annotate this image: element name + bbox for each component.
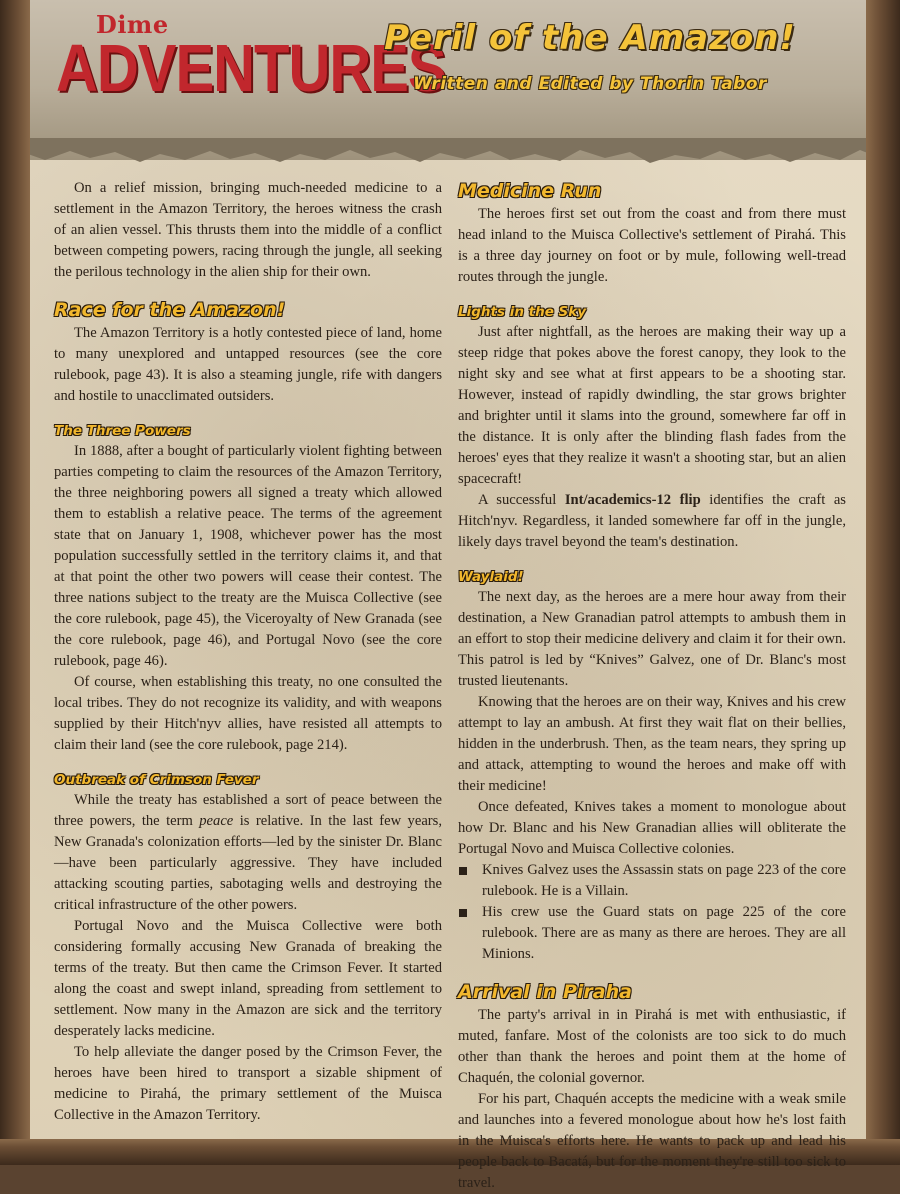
right-column xyxy=(458,178,846,1194)
list-item xyxy=(458,860,846,902)
lights-paragraph-2 xyxy=(458,490,846,553)
page-title: Peril of the Amazon! xyxy=(384,18,796,58)
logo-small: Dime xyxy=(96,10,169,39)
powers-paragraph-1: In 1888, after a bought of particularly violent fighting between parties competing to claim the resources of the Amazon Territory, the three neighboring powers all signed a treaty which allowed them to establish a relative peace. The terms of the agreement state that on January 1, 1908, whichever power has the most population successfully settled in the territory claims it, and that at that point the other two powers will cease their contest. The three nations subject to the treaty are the Muisca Collective (see the core rulebook, page 45), the Viceroyalty of New Granada (see the core rulebook, page 46), and Portugal Novo (see the core rulebook, page 46). xyxy=(54,443,442,669)
arrival-paragraph-2: For his part, Chaquén accepts the medicine with a weak smile and launches into a fevered monologue about how he's lost faith in the Muisca's efforts here. He wants to pack up and lead his people back to Bacatá, but for the moment they're still too sick to travel. xyxy=(458,1091,846,1191)
heading-waylaid: Waylaid! xyxy=(458,569,524,585)
list-item-text: His crew use the Guard stats on page 225 of the core rulebook. There are as many as there are heroes. They are all Minions. xyxy=(482,904,846,962)
torn-paper-edge xyxy=(0,138,900,172)
list-item xyxy=(458,902,846,965)
stats-list xyxy=(458,860,846,965)
lights-text-bold: Int/academics-12 flip xyxy=(564,492,701,508)
heading-arrival-in-piraha: Arrival in Piraha xyxy=(458,981,632,1003)
medicine-paragraph: The heroes first set out from the coast and from there must head inland to the Muisca Collective's settlement of Pirahá. This is a three day journey on foot or by mule, following well-tread routes through the jungle. xyxy=(458,206,846,285)
heading-crimson-fever: Outbreak of Crimson Fever xyxy=(54,772,259,788)
lights-text-c: identifies the craft as Hitch'nyv. Regardless, it landed somewhere far off in the jungle, likely days travel beyond the team's destination. xyxy=(458,492,846,550)
arrival-paragraph-1: The party's arrival in in Pirahá is met with enthusiastic, if muted, fanfare. Most of the colonists are too sick to do much other than thank the heroes and point them at the home of Chaquén, the colonial governor. xyxy=(458,1007,846,1086)
heading-medicine-run: Medicine Run xyxy=(458,180,602,202)
logo-adventures: ADVENTURES xyxy=(56,31,446,106)
intro-paragraph: On a relief mission, bringing much-needed medicine to a settlement in the Amazon Territory, the heroes witness the crash of an alien vessel. This thrusts them into the middle of a conflict between competing powers, racing through the jungle, all seeking the perilous technology in the alien ship for their own. xyxy=(54,180,442,280)
waylaid-paragraph-3: Once defeated, Knives takes a moment to monologue about how Dr. Blanc and his New Granadian allies will obliterate the Portugal Novo and Muisca Collective colonies. xyxy=(458,799,846,857)
wood-frame-left xyxy=(0,0,30,1165)
heading-race-for-the-amazon: Race for the Amazon! xyxy=(54,299,286,321)
left-column xyxy=(54,178,442,1126)
wood-frame-right xyxy=(866,0,900,1165)
fever-text-em: peace xyxy=(199,813,234,829)
fever-text-a: While the treaty has established a sort of peace between the three powers, the term xyxy=(54,792,442,829)
race-paragraph: The Amazon Territory is a hotly contested piece of land, home to many unexplored and untapped resources (see the core rulebook, page 43). It is also a steaming jungle, rife with dangers and hostile to unacclimated outsiders. xyxy=(54,325,442,404)
waylaid-paragraph-2: Knowing that the heroes are on their way, Knives and his crew attempt to lay an ambush. At first they wait flat on their bellies, hidden in the underbrush. Then, as the team nears, they spring up and attack, attempting to wound the heroes and make off with their medicine! xyxy=(458,694,846,794)
bullet-square-icon xyxy=(459,867,467,875)
fever-paragraph-3: To help alleviate the danger posed by the Crimson Fever, the heroes have been hired to transport a sizable shipment of medicine to Pirahá, the primary settlement of the Muisca Collective in the Amazon Territory. xyxy=(54,1044,442,1123)
fever-paragraph-2: Portugal Novo and the Muisca Collective were both considering formally accusing New Granada of breaking the terms of the treaty. But then came the Crimson Fever. It started along the coast and swept inland, spreading from settlement to settlement. Now many in the Amazon are sick and the territory desperately lacks medicine. xyxy=(54,918,442,1039)
waylaid-paragraph-1: The next day, as the heroes are a mere hour away from their destination, a New Granadian patrol attempts to ambush them in an effort to stop their medicine delivery and claim it for their own. This patrol is led by “Knives” Galvez, one of Dr. Blanc's most trusted lieutenants. xyxy=(458,589,846,689)
bullet-square-icon xyxy=(459,909,467,917)
fever-paragraph-1 xyxy=(54,790,442,916)
page-subtitle: Written and Edited by Thorin Tabor xyxy=(413,74,767,94)
lights-text-a: A successful xyxy=(478,492,565,508)
heading-three-powers: The Three Powers xyxy=(54,423,191,439)
lights-paragraph-1: Just after nightfall, as the heroes are making their way up a steep ridge that pokes above the forest canopy, they look to the night sky and see what at first appears to be a shooting star. However, instead of rapidly dwindling, the star grows brighter and brighter until it slams into the ground, somewhere far off in the distance. It is only after the blinding flash fades from the heroes' eyes that they realize it wasn't a shooting star, but an alien spacecraft! xyxy=(458,324,846,487)
heading-lights-in-the-sky: Lights in the Sky xyxy=(458,304,587,320)
header-banner xyxy=(0,0,900,160)
powers-paragraph-2: Of course, when establishing this treaty, no one consulted the local tribes. They do not recognize its validity, and with weapons supplied by their Hitch'nyv allies, have resisted all attempts to claim their land (see the core rulebook, page 214). xyxy=(54,674,442,753)
fever-text-b: is relative. In the last few years, New Granada's colonization efforts—led by the sinister Dr. Blanc—have been particularly aggressive. They have included attacking scouting parties, sabotaging wells and destroying the critical infrastructure of the other powers. xyxy=(54,813,442,913)
list-item-text: Knives Galvez uses the Assassin stats on page 223 of the core rulebook. He is a Villain. xyxy=(482,862,846,899)
